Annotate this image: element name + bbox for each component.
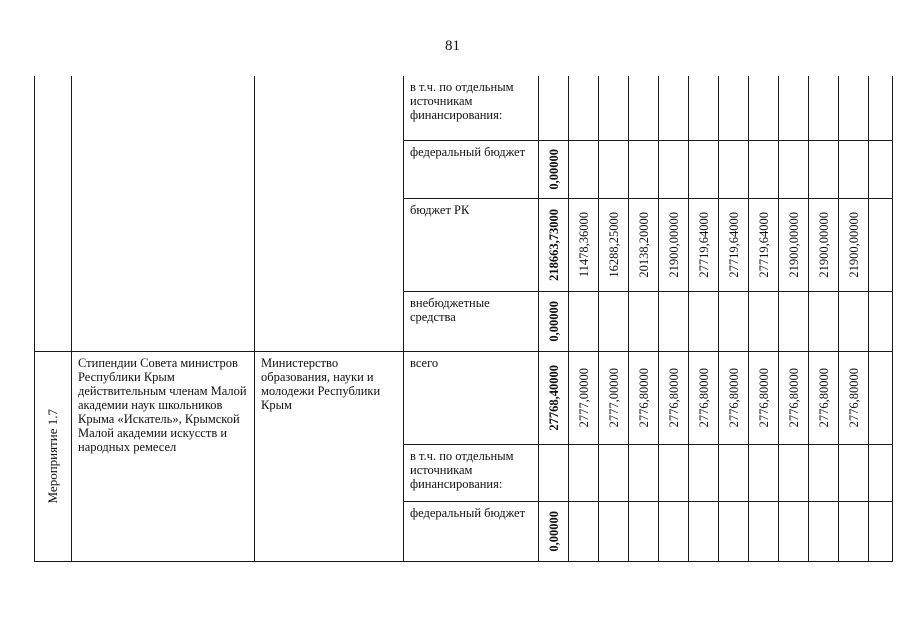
- table-row: [35, 351, 893, 444]
- top-year-cell-value: 21900,00000: [846, 211, 861, 278]
- top-year-cell: [749, 140, 779, 198]
- top-year-cell: [659, 291, 689, 351]
- measure-year-cell: [659, 444, 689, 501]
- top-year-cell-value: 21900,00000: [786, 211, 801, 278]
- top-year-cell: [599, 76, 629, 140]
- top-year-cell: [569, 76, 599, 140]
- top-year-cell: [809, 76, 839, 140]
- top-source-label-text: бюджет РК: [410, 202, 470, 217]
- top-year-cell: [779, 140, 809, 198]
- top-year-cell: [629, 76, 659, 140]
- measure-total-cell-value: 0,00000: [546, 510, 561, 552]
- top-total-cell-value: 0,00000: [546, 300, 561, 342]
- top-year-cell: [719, 76, 749, 140]
- top-year-cell: [869, 76, 893, 140]
- measure-source-label: [404, 444, 539, 501]
- measure-year-cell-value: 2776,80000: [636, 367, 651, 428]
- measure-total-cell: [539, 444, 569, 501]
- top-year-cell-value: 27719,64000: [726, 211, 741, 278]
- measure-year-cell: [719, 501, 749, 561]
- top-year-cell: [569, 291, 599, 351]
- top-year-cell: [839, 291, 869, 351]
- top-year-cell: [689, 140, 719, 198]
- continued-label-cell: [35, 76, 72, 351]
- top-year-cell: [629, 198, 659, 291]
- top-total-cell: [539, 198, 569, 291]
- top-year-cell: [779, 291, 809, 351]
- top-year-cell-value: 27719,64000: [756, 211, 771, 278]
- top-year-cell: [689, 76, 719, 140]
- measure-year-cell: [779, 501, 809, 561]
- top-total-cell: [539, 76, 569, 140]
- top-year-cell-value: 21900,00000: [666, 211, 681, 278]
- measure-year-cell: [629, 444, 659, 501]
- top-year-cell: [599, 291, 629, 351]
- measure-name-cell: [72, 351, 255, 561]
- measure-year-cell: [779, 444, 809, 501]
- measure-total-cell: [539, 351, 569, 444]
- top-total-cell: [539, 140, 569, 198]
- measure-year-cell-value: 2776,80000: [756, 367, 771, 428]
- measure-year-cell: [689, 351, 719, 444]
- page-number: 81: [445, 38, 460, 54]
- measure-year-cell: [749, 501, 779, 561]
- top-year-cell: [689, 291, 719, 351]
- top-total-cell-value: 0,00000: [546, 148, 561, 190]
- measure-year-cell: [629, 351, 659, 444]
- top-year-cell: [749, 198, 779, 291]
- budget-table: [34, 76, 893, 562]
- top-year-cell: [809, 198, 839, 291]
- measure-year-cell: [809, 351, 839, 444]
- measure-name-cell-text: Стипендии Совета министров Республики Крым действительным членам Малой академии наук школьников Крыма «Искатель», Крымской Малой академии искусств и народных ремесел: [78, 355, 247, 454]
- measure-year-cell-value: 2776,80000: [666, 367, 681, 428]
- top-year-cell: [809, 291, 839, 351]
- top-year-cell: [629, 140, 659, 198]
- measure-year-cell-value: 2776,80000: [846, 367, 861, 428]
- continued-name-cell: [72, 76, 255, 351]
- measure-year-cell: [599, 351, 629, 444]
- measure-year-cell-value: 2777,00000: [576, 367, 591, 428]
- measure-year-cell: [659, 501, 689, 561]
- measure-total-cell: [539, 501, 569, 561]
- measure-year-cell: [569, 351, 599, 444]
- top-year-cell: [809, 140, 839, 198]
- measure-year-cell: [629, 501, 659, 561]
- top-year-cell: [659, 198, 689, 291]
- measure-year-cell: [809, 444, 839, 501]
- top-source-label-text: внебюджетные средства: [410, 295, 490, 324]
- measure-year-cell-value: 2776,80000: [726, 367, 741, 428]
- measure-source-label: [404, 501, 539, 561]
- continued-executor-cell: [255, 76, 404, 351]
- measure-year-cell: [869, 501, 893, 561]
- measure-label: Мероприятие 1.7: [45, 408, 60, 504]
- top-year-cell-value: 20138,20000: [636, 211, 651, 278]
- top-source-label: [404, 140, 539, 198]
- top-year-cell: [719, 291, 749, 351]
- top-source-label-text: федеральный бюджет: [410, 144, 526, 159]
- top-year-cell: [869, 291, 893, 351]
- top-total-cell-value: 218663,73000: [546, 208, 561, 281]
- measure-year-cell: [779, 351, 809, 444]
- measure-year-cell: [569, 444, 599, 501]
- measure-year-cell: [719, 444, 749, 501]
- measure-year-cell: [869, 444, 893, 501]
- top-year-cell: [659, 76, 689, 140]
- top-year-cell-value: 11478,36000: [576, 211, 591, 278]
- measure-source-label-text: в т.ч. по отдельным источникам финансирования:: [410, 448, 514, 491]
- measure-executor-cell: [255, 351, 404, 561]
- top-year-cell: [749, 291, 779, 351]
- measure-year-cell-value: 2776,80000: [816, 367, 831, 428]
- measure-year-cell-value: 2776,80000: [786, 367, 801, 428]
- top-year-cell-value: 16288,25000: [606, 211, 621, 278]
- top-year-cell: [839, 76, 869, 140]
- measure-year-cell: [839, 501, 869, 561]
- measure-year-cell: [689, 444, 719, 501]
- top-year-cell: [569, 140, 599, 198]
- measure-year-cell: [839, 351, 869, 444]
- measure-year-cell: [749, 351, 779, 444]
- measure-year-cell: [869, 351, 893, 444]
- measure-year-cell-value: 2777,00000: [606, 367, 621, 428]
- measure-source-label-text: всего: [410, 355, 439, 370]
- top-year-cell-value: 27719,64000: [696, 211, 711, 278]
- measure-year-cell: [839, 444, 869, 501]
- measure-year-cell: [749, 444, 779, 501]
- measure-source-label-text: федеральный бюджет: [410, 505, 526, 520]
- measure-year-cell: [599, 501, 629, 561]
- top-year-cell-value: 21900,00000: [816, 211, 831, 278]
- top-source-label: [404, 76, 539, 140]
- top-year-cell: [839, 140, 869, 198]
- top-year-cell: [779, 76, 809, 140]
- top-total-cell: [539, 291, 569, 351]
- top-year-cell: [629, 291, 659, 351]
- top-year-cell: [569, 198, 599, 291]
- top-year-cell: [839, 198, 869, 291]
- measure-executor-cell-text: Министерство образования, науки и молодежи Республики Крым: [261, 355, 381, 412]
- measure-source-label: [404, 351, 539, 444]
- top-year-cell: [869, 198, 893, 291]
- top-year-cell: [659, 140, 689, 198]
- top-year-cell: [719, 140, 749, 198]
- top-year-cell: [599, 140, 629, 198]
- measure-year-cell: [809, 501, 839, 561]
- top-year-cell: [749, 76, 779, 140]
- top-year-cell: [599, 198, 629, 291]
- top-source-label: [404, 291, 539, 351]
- top-source-label-text: в т.ч. по отдельным источникам финансирования:: [410, 80, 514, 122]
- measure-total-cell-value: 27768,40000: [546, 364, 561, 431]
- measure-year-cell-value: 2776,80000: [696, 367, 711, 428]
- measure-year-cell: [689, 501, 719, 561]
- measure-label-cell: [35, 351, 72, 561]
- measure-year-cell: [719, 351, 749, 444]
- top-year-cell: [719, 198, 749, 291]
- top-year-cell: [779, 198, 809, 291]
- measure-year-cell: [569, 501, 599, 561]
- measure-year-cell: [659, 351, 689, 444]
- measure-year-cell: [599, 444, 629, 501]
- top-year-cell: [689, 198, 719, 291]
- top-year-cell: [869, 140, 893, 198]
- top-source-label: [404, 198, 539, 291]
- table-row: [35, 76, 893, 140]
